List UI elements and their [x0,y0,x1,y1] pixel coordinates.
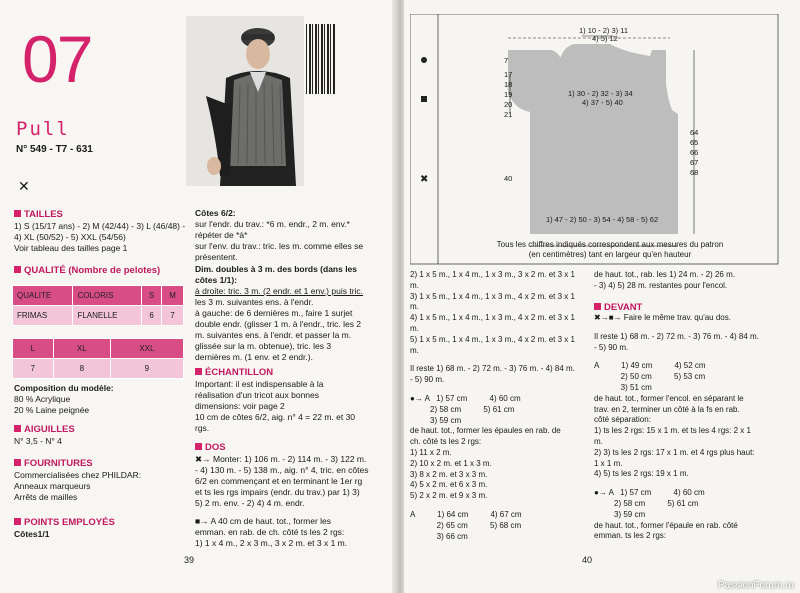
table-cell: FLANELLE [73,306,142,326]
dos-heading: DOS [195,442,226,453]
tailles-text: 1) S (15/17 ans) - 2) M (42/44) - 3) L (46/48) - 4) XL (50/52) - 5) XXL (54/56) Voir tableau des tailles page 1 [14,221,186,253]
echantillon-heading: ÉCHANTILLON [195,367,273,378]
dim-text: à droite: tric. 3 m. (2 endr. et 1 env.) puis tric. les 3 m. suivantes ens. à l'endr. à gauche: de 6 dernières m., faire 1 surjet double endr. (glisser 1 m. à l'endr., tric. les 2 m. suivantes ens. à l'endr. et passer la m. glissée sur la m. obtenue), tric. les 3 dernières m. (1 env. et 2 endr.). [195,286,364,362]
dim-title: Dim. doubles à 3 m. des bords (dans les côtes 1/1): [195,264,358,285]
circle-marker-icon [421,57,427,63]
cotes-title: Côtes 6/2: [195,208,236,218]
table-header: S [142,286,162,306]
table-header: XXL [110,339,183,359]
devant-heading: DEVANT [594,302,642,313]
knitting-needles-icon: ✕ [18,178,30,194]
table-header: L [13,339,54,359]
right-page [404,0,800,593]
diagram-caption: Tous les chiffres indiqués correspondent aux mesures du patron (en centimètres) tant en largeur qu'en hauteur [496,240,724,259]
diagram-left-values: 7 17 18 19 20 21 [504,56,513,119]
table-cell: 8 [53,359,110,379]
model-photo [186,16,304,186]
qualite-table [12,285,184,326]
table-cell: 9 [110,359,183,379]
watermark: PassionForum.ru [717,580,794,591]
qualite-heading: QUALITÉ (Nombre de pelotes) [14,265,160,276]
cotes-text: sur l'endr. du trav.: *6 m. endr., 2 m. env.* répéter de *à* sur l'env. du trav.: tric. les m. comme elles se présentent. [195,219,364,262]
fournitures-text: Commercialisées chez PHILDAR: Anneaux marqueurs Arrêts de mailles [14,470,142,502]
dos-text-2: ■→ A 40 cm de haut. tot., former les emman. en rab. de ch. côté ts les 2 rgs: 1) 1 x 4 m., 2 x 3 m., 3 x 2 m. et 3 x 1 m. [195,516,348,548]
barcode [306,24,336,94]
diagram-top-b: 4) 5) 12 [592,34,618,43]
points-text: Côtes1/1 [14,529,50,539]
instructions-column-1: 2) 1 x 5 m., 1 x 4 m., 1 x 3 m., 3 x 2 m. et 3 x 1 m. 3) 1 x 5 m., 1 x 4 m., 1 x 3 m., 4 x 2 m. et 3 x 1 m. 4) 1 x 5 m., 1 x 4 m., 1 x 3 m., 4 x 2 m. et 3 x 1 m. 5) 1 x 5 m., 1 x 4 m., 1 x 3 m., 4 x 2 m. et 3 x 1 m. Il reste 1) 68 m. - 2) 72 m. - 3) 76 m. - 4) 84 m. - 5) 90 m. ●→ A 1) 57 cm 4) 60 cm 2) 58 cm 5) 61 cm 3) 59 cm de haut. tot., former les épaules en rab. de ch. côté ts les 2 rgs: 1) 11 x 2 m. 2) 10 x 2 m. et 1 x 3 m. 3) 8 x 2 m. et 3 x 3 m. 4) 5 x 2 m. et 6 x 3 m. 5) 2 x 2 m. et 9 x 3 m. A 1) 64 cm 4) 67 cm 2) 65 cm 5) 68 cm 3) 66 cm [410,270,575,541]
table-header: XL [53,339,110,359]
diagram-right-values: 64 65 66 67 68 [690,128,699,177]
diagram-top-a: 1) 10 - 2) 3) 11 [579,26,629,35]
table-cell: 7 [162,306,184,326]
tailles-heading: TAILLES [14,209,63,220]
table-cell: 7 [13,359,54,379]
table-cell: FRIMAS [13,306,73,326]
pattern-title: Pull [16,118,70,140]
echantillon-text: Important: il est indispensable à la réalisation d'un tricot aux bonnes dimensions: voir page 2 10 cm de côtes 6/2, aig. n° 4 = 22 m. et 30 rgs. [195,379,356,433]
dos-text: ✖→ Monter: 1) 106 m. - 2) 114 m. - 3) 122 m. - 4) 130 m. - 5) 138 m., aig. n° 4, tric. en côtes 6/2 en commençant et en terminant le 1er rg et ts les rgs impairs (endr. du trav.) par 1) 3) 5) 2 m. env. - 2) 4) 4 m. endr. [195,454,369,508]
table-header: QUALITE [13,286,73,306]
diagram-neck-b: 4) 37 - 5) 40 [582,98,623,107]
schematic-diagram [410,14,780,266]
diagram-height: 40 [504,174,513,183]
page-number: 40 [582,555,593,565]
fournitures-heading: FOURNITURES [14,458,93,469]
pattern-number: 07 [22,22,92,96]
qualite-table-2 [12,338,184,379]
page-number: 39 [184,555,195,565]
points-heading: POINTS EMPLOYÉS [14,517,115,528]
composition-text: 80 % Acrylique 20 % Laine peignée [14,394,90,415]
composition-heading: Composition du modèle: [14,383,114,393]
model-illustration [186,16,304,186]
pattern-reference: N° 549 - T7 - 631 [16,144,93,155]
aiguilles-heading: AIGUILLES [14,424,75,435]
instructions-column-2a: de haut. tot., rab. les 1) 24 m. - 2) 26 m. - 3) 4) 5) 28 m. restantes pour l'encol. [594,270,735,290]
cross-marker-icon: ✖ [420,174,429,185]
table-header: M [162,286,184,306]
diagram-bottom: 1) 47 - 2) 50 - 3) 54 - 4) 58 - 5) 62 [546,215,659,224]
left-page [0,0,396,593]
table-cell: 6 [142,306,162,326]
aiguilles-text: N° 3,5 - N° 4 [14,436,62,446]
square-marker-icon [421,96,427,102]
instructions-column-2b: ✖→■→ Faire le même trav. qu'au dos. Il reste 1) 68 m. - 2) 72 m. - 3) 76 m. - 4) 84 m. - 5) 90 m. A 1) 49 cm 4) 52 cm 2) 50 cm 5) 53 cm 3) 51 cm de haut. tot., former l'encol. en séparant le trav. en 2, terminer un côté à la fs en rab. côté séparation: 1) ts les 2 rgs: 15 x 1 m. et ts les 4 rgs: 2 x 1 m. 2) 3) ts les 2 rgs: 17 x 1 m. et 4 rgs plus haut: 1 x 1 m. 4) 5) ts les 2 rgs: 19 x 1 m. ●→ A 1) 57 cm 4) 60 cm 2) 58 cm 5) 61 cm 3) 59 cm de haut. tot., former l'épaule en rab. côté emman. ts les 2 rgs: [594,313,759,541]
diagram-neck-a: 1) 30 - 2) 32 - 3) 34 [568,89,633,98]
table-header: COLORIS [73,286,142,306]
